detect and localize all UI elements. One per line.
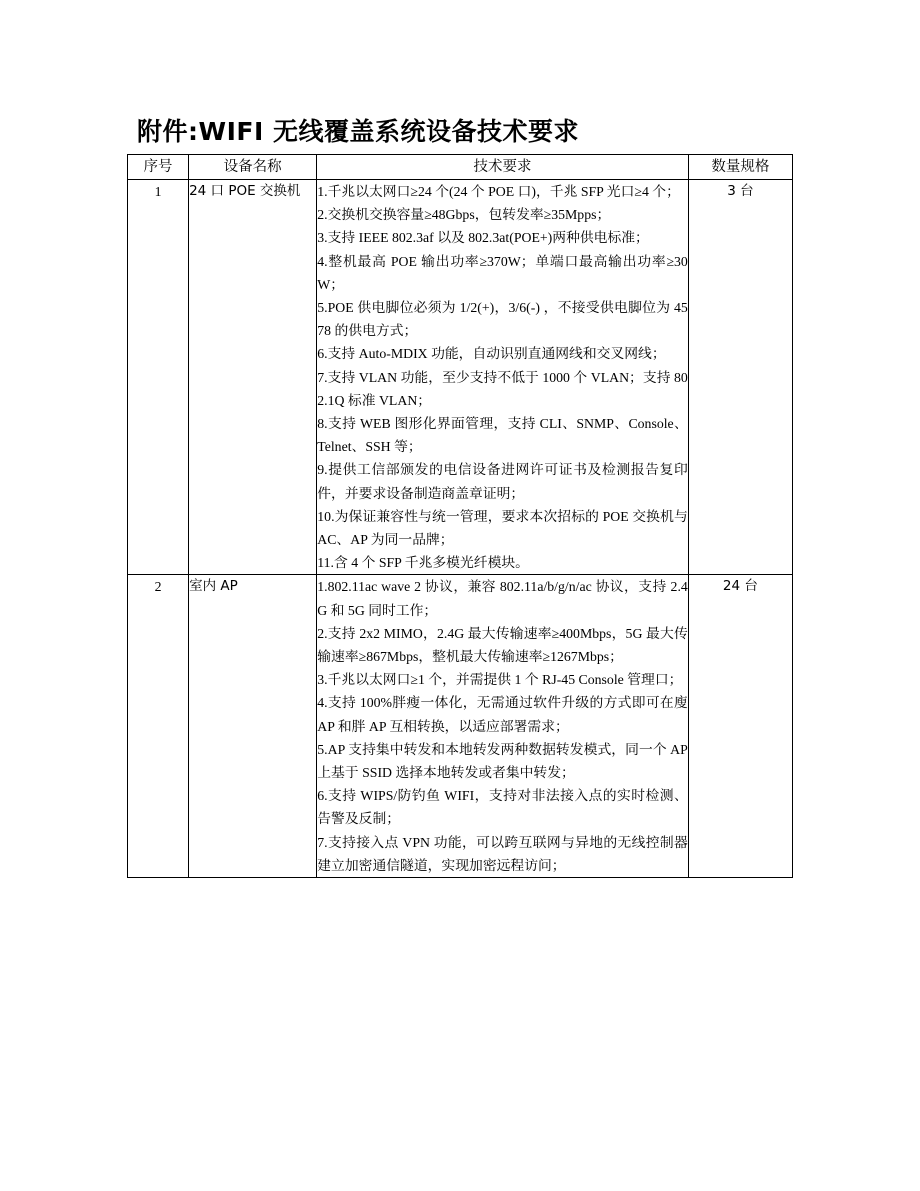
requirement-item: 6.支持 WIPS/防钓鱼 WIFI，支持对非法接入点的实时检测、告警及反制； — [317, 788, 688, 827]
row-index: 2 — [128, 575, 189, 878]
requirement-item: 10.为保证兼容性与统一管理，要求本次招标的 POE 交换机与 AC、AP 为同一品牌； — [317, 508, 688, 548]
requirement-item: 5.POE 供电脚位必须为 1/2(+)，3/6(-) ，不接受供电脚位为 4578 的供电方式； — [317, 300, 688, 339]
requirement-item: 6.支持 Auto-MDIX 功能，自动识别直通网线和交叉网线； — [317, 346, 666, 362]
requirement-item: 2.交换机交换容量≥48Gbps，包转发率≥35Mpps； — [317, 207, 611, 223]
device-name: 室内 AP — [189, 575, 317, 878]
requirement-item: 7.支持接入点 VPN 功能，可以跨互联网与异地的无线控制器建立加密通信隧道，实现加密远程访问； — [317, 834, 688, 873]
requirement-item: 1.千兆以太网口≥24 个(24 个 POE 口)，千兆 SFP 光口≥4 个； — [317, 184, 680, 199]
requirement-item: 3.支持 IEEE 802.3af 以及 802.3at(POE+)两种供电标准； — [317, 230, 649, 246]
document-title: 附件:WIFI 无线覆盖系统设备技术要求 — [137, 117, 579, 146]
requirement-item: 1.802.11ac wave 2 协议，兼容 802.11a/b/g/n/ac 协议，支持 2.4G 和 5G 同时工作； — [317, 579, 688, 618]
header-name: 设备名称 — [189, 155, 317, 180]
table-row — [128, 575, 793, 878]
requirements-cell — [317, 575, 689, 878]
requirement-item: 2.支持 2x2 MIMO，2.4G 最大传输速率≥400Mbps，5G 最大传输速率≥867Mbps，整机最大传输速率≥1267Mbps； — [317, 625, 688, 665]
requirement-item: 4.整机最高 POE 输出功率≥370W；单端口最高输出功率≥30W； — [317, 253, 688, 292]
row-index: 1 — [128, 180, 189, 575]
requirement-item: 11.含 4 个 SFP 千兆多模光纤模块。 — [317, 555, 529, 571]
requirements-cell — [317, 180, 689, 575]
device-name: 24 口 POE 交换机 — [189, 180, 317, 575]
requirement-item: 8.支持 WEB 图形化界面管理，支持 CLI、SNMP、Console、Telnet、SSH 等； — [317, 416, 688, 455]
quantity: 24 台 — [688, 575, 792, 878]
header-index: 序号 — [128, 155, 189, 180]
header-requirements: 技术要求 — [317, 155, 689, 180]
requirements-table — [127, 154, 793, 878]
requirement-item: 4.支持 100%胖瘦一体化，无需通过软件升级的方式即可在廋 AP 和胖 AP 互相转换，以适应部署需求； — [317, 695, 688, 734]
requirement-item: 9.提供工信部颁发的电信设备进网许可证书及检测报告复印件，并要求设备制造商盖章证明； — [317, 462, 688, 501]
requirement-item: 3.千兆以太网口≥1 个，并需提供 1 个 RJ-45 Console 管理口； — [317, 672, 683, 688]
header-quantity: 数量规格 — [688, 155, 792, 180]
table-header-row — [128, 155, 793, 180]
requirement-item: 7.支持 VLAN 功能，至少支持不低于 1000 个 VLAN；支持 802.1Q 标准 VLAN； — [317, 369, 688, 408]
quantity: 3 台 — [688, 180, 792, 575]
requirement-item: 5.AP 支持集中转发和本地转发两种数据转发模式，同一个 AP 上基于 SSID 选择本地转发或者集中转发； — [317, 741, 688, 781]
table-row — [128, 180, 793, 575]
